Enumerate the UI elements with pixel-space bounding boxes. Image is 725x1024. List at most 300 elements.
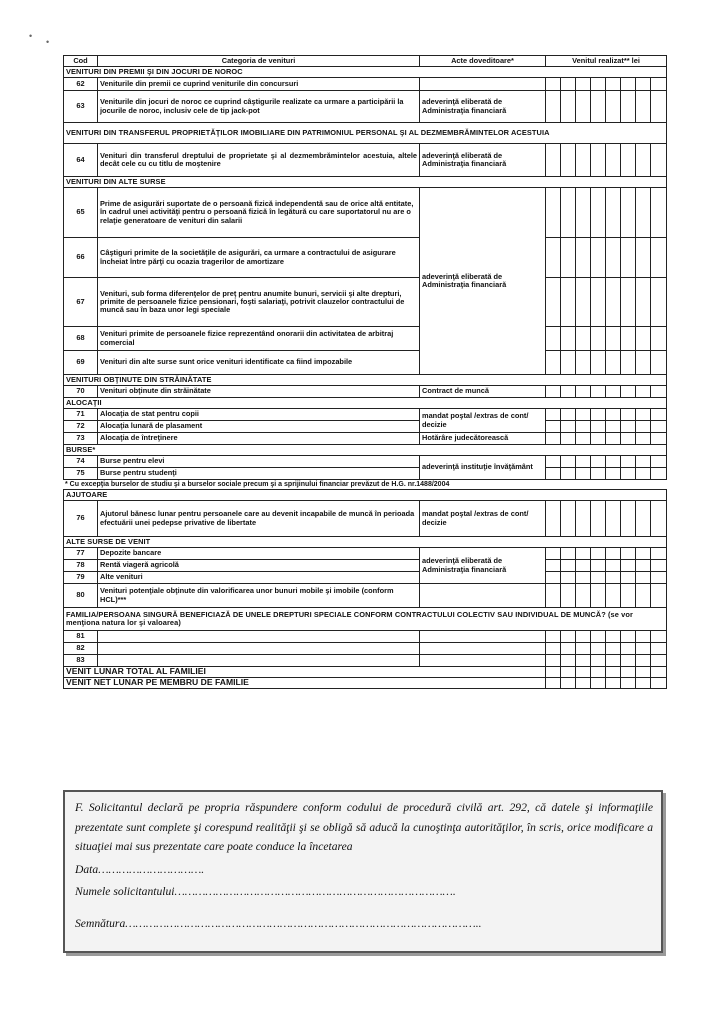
value-box[interactable]: [606, 584, 621, 608]
row-code: 81: [64, 631, 98, 643]
value-box[interactable]: [621, 548, 636, 560]
value-box[interactable]: [576, 91, 591, 123]
row-text-input[interactable]: [98, 631, 420, 643]
row-code: 78: [64, 560, 98, 572]
value-box[interactable]: [561, 643, 576, 655]
row-text: Venituri, sub forma diferenţelor de preţ pentru anumite bunuri, servicii şi alte drepturi, primite de persoanele fizice pensionari, foşti salariaţi, potrivit clauzelor contractului de muncă sau în baza unor legi speciale: [98, 278, 420, 327]
value-box[interactable]: [561, 433, 576, 445]
table-row: [64, 278, 667, 327]
value-box[interactable]: [606, 631, 621, 643]
section-premii: VENITURI DIN PREMII ŞI DIN JOCURI DE NOROC: [64, 67, 667, 78]
value-box[interactable]: [576, 78, 591, 91]
value-box[interactable]: [621, 433, 636, 445]
value-box[interactable]: [591, 643, 606, 655]
value-box[interactable]: [651, 409, 667, 421]
value-box[interactable]: [651, 327, 667, 351]
value-box[interactable]: [636, 667, 651, 678]
value-box[interactable]: [561, 278, 576, 327]
date-field[interactable]: Data………………………….: [75, 862, 205, 876]
value-box[interactable]: [546, 144, 561, 177]
value-box[interactable]: [546, 327, 561, 351]
value-box[interactable]: [606, 468, 621, 480]
value-box[interactable]: [651, 278, 667, 327]
value-box[interactable]: [651, 655, 667, 667]
row-code: 64: [64, 144, 98, 177]
row-code: 74: [64, 456, 98, 468]
value-box[interactable]: [546, 188, 561, 238]
value-box[interactable]: [606, 351, 621, 375]
value-box[interactable]: [591, 386, 606, 398]
value-box[interactable]: [546, 560, 561, 572]
row-code: 65: [64, 188, 98, 238]
value-box[interactable]: [576, 409, 591, 421]
value-box[interactable]: [591, 572, 606, 584]
value-box[interactable]: [576, 386, 591, 398]
value-box[interactable]: [621, 351, 636, 375]
value-box[interactable]: [651, 468, 667, 480]
value-box[interactable]: [546, 456, 561, 468]
header-acte: Acte doveditoare*: [420, 56, 546, 67]
value-box[interactable]: [606, 667, 621, 678]
table-row: [64, 421, 667, 433]
value-box[interactable]: [651, 572, 667, 584]
value-box[interactable]: [561, 572, 576, 584]
section-burse: BURSE*: [64, 445, 667, 456]
value-box[interactable]: [546, 351, 561, 375]
row-text: Alocaţia lunară de plasament: [98, 421, 420, 433]
value-box[interactable]: [621, 386, 636, 398]
value-box[interactable]: [606, 456, 621, 468]
table-row: [64, 584, 667, 608]
value-box[interactable]: [576, 643, 591, 655]
table-row: [64, 572, 667, 584]
value-box[interactable]: [561, 678, 576, 689]
value-box[interactable]: [621, 560, 636, 572]
value-box[interactable]: [576, 468, 591, 480]
value-box[interactable]: [561, 409, 576, 421]
section-transfer: VENITURI DIN TRANSFERUL PROPRIETĂŢILOR IMOBILIARE DIN PATRIMONIUL PERSONAL ŞI AL DEZMEMBRĂMINTELOR ACESTUIA: [64, 123, 667, 144]
value-box[interactable]: [606, 433, 621, 445]
value-box[interactable]: [576, 560, 591, 572]
income-form: [63, 55, 661, 689]
value-box[interactable]: [636, 456, 651, 468]
value-box[interactable]: [561, 468, 576, 480]
value-box[interactable]: [546, 278, 561, 327]
row-text: Venituri potenţiale obţinute din valorificarea unor bunuri mobile şi imobile (conform HCL)***: [98, 584, 420, 608]
value-box[interactable]: [546, 655, 561, 667]
row-code: 72: [64, 421, 98, 433]
value-box[interactable]: [561, 327, 576, 351]
value-box[interactable]: [621, 631, 636, 643]
value-box[interactable]: [591, 238, 606, 278]
value-box[interactable]: [591, 631, 606, 643]
header-categoria: Categoria de venituri: [98, 56, 420, 67]
value-box[interactable]: [591, 584, 606, 608]
value-box[interactable]: [561, 501, 576, 537]
table-row: [64, 433, 667, 445]
value-box[interactable]: [636, 144, 651, 177]
value-box[interactable]: [606, 144, 621, 177]
value-box[interactable]: [576, 421, 591, 433]
value-box[interactable]: [561, 421, 576, 433]
value-box[interactable]: [546, 572, 561, 584]
proof-cell[interactable]: [420, 631, 546, 643]
value-box[interactable]: [636, 631, 651, 643]
row-text: Rentă viageră agricolă: [98, 560, 420, 572]
value-box[interactable]: [606, 188, 621, 238]
value-box[interactable]: [561, 560, 576, 572]
signature-field[interactable]: Semnătura…………………………………………………………………………………………..: [75, 916, 482, 930]
value-box[interactable]: [621, 409, 636, 421]
value-box[interactable]: [591, 144, 606, 177]
value-box[interactable]: [546, 667, 561, 678]
table-row: [64, 386, 667, 398]
row-text: Câştiguri primite de la societăţile de asigurări, ca urmare a contractului de asigurare încheiat între părţi cu ocazia tragerilor de amortizare: [98, 238, 420, 278]
value-box[interactable]: [591, 655, 606, 667]
table-row: [64, 548, 667, 560]
table-row: [64, 91, 667, 123]
value-box[interactable]: [606, 643, 621, 655]
value-box[interactable]: [621, 91, 636, 123]
value-box[interactable]: [651, 238, 667, 278]
value-box[interactable]: [636, 91, 651, 123]
row-code: 62: [64, 78, 98, 91]
value-box[interactable]: [621, 572, 636, 584]
section-ajutoare: AJUTOARE: [64, 490, 667, 501]
value-box[interactable]: [606, 386, 621, 398]
value-box[interactable]: [606, 91, 621, 123]
row-text: Venituri obţinute din străinătate: [98, 386, 420, 398]
value-box[interactable]: [576, 188, 591, 238]
value-box[interactable]: [546, 409, 561, 421]
total-familie-label: VENIT LUNAR TOTAL AL FAMILIEI: [64, 667, 546, 678]
value-box[interactable]: [606, 409, 621, 421]
value-box[interactable]: [636, 468, 651, 480]
row-text: Alte venituri: [98, 572, 420, 584]
section-alte-surse-venit: ALTE SURSE DE VENIT: [64, 537, 667, 548]
value-box[interactable]: [636, 278, 651, 327]
value-box[interactable]: [621, 584, 636, 608]
value-box[interactable]: [606, 501, 621, 537]
value-box[interactable]: [606, 655, 621, 667]
income-table-top: [63, 55, 667, 480]
value-box[interactable]: [561, 238, 576, 278]
value-box[interactable]: [621, 238, 636, 278]
value-box[interactable]: [576, 433, 591, 445]
value-box[interactable]: [591, 351, 606, 375]
value-box[interactable]: [561, 548, 576, 560]
row-text: Venituri din transferul dreptului de proprietate şi al dezmembrămintelor acestuia, altele decât cele cu cu titlu de moştenire: [98, 144, 420, 177]
value-box[interactable]: [576, 351, 591, 375]
table-row: [64, 501, 667, 537]
table-row: [64, 631, 667, 643]
value-box[interactable]: [576, 678, 591, 689]
section-alte-surse: VENITURI DIN ALTE SURSE: [64, 177, 667, 188]
value-box[interactable]: [651, 456, 667, 468]
value-box[interactable]: [561, 78, 576, 91]
value-box[interactable]: [636, 409, 651, 421]
value-box[interactable]: [591, 327, 606, 351]
value-box[interactable]: [546, 386, 561, 398]
value-box[interactable]: [651, 643, 667, 655]
proof-adeverinta: adeverinţă eliberată de Administraţia financiară: [420, 188, 546, 375]
value-box[interactable]: [591, 91, 606, 123]
value-box[interactable]: [651, 78, 667, 91]
value-box[interactable]: [636, 327, 651, 351]
value-box[interactable]: [546, 433, 561, 445]
value-box[interactable]: [576, 456, 591, 468]
table-row: [64, 456, 667, 468]
value-box[interactable]: [636, 351, 651, 375]
row-text: Prime de asigurări suportate de o persoană fizică independentă sau de orice altă entitate, în cadrul unei activităţi pentru o persoană fizică în legătură cu care suportatorul nu are o relaţie generatoare de venituri din salarii: [98, 188, 420, 238]
value-box[interactable]: [546, 643, 561, 655]
section-strainatate: VENITURI OBŢINUTE DIN STRĂINĂTATE: [64, 375, 667, 386]
value-box[interactable]: [651, 667, 667, 678]
value-box[interactable]: [606, 278, 621, 327]
value-box[interactable]: [576, 655, 591, 667]
value-box[interactable]: [576, 327, 591, 351]
table-row: [64, 655, 667, 667]
value-box[interactable]: [591, 667, 606, 678]
row-text: Veniturile din jocuri de noroc ce cuprind câştigurile realizate ca urmare a participării la jocurile de noroc, inclusiv cele de tip jack-pot: [98, 91, 420, 123]
value-box[interactable]: [621, 678, 636, 689]
value-box[interactable]: [561, 188, 576, 238]
value-box[interactable]: [636, 501, 651, 537]
section-alocatii: ALOCAŢII: [64, 398, 667, 409]
value-box[interactable]: [561, 631, 576, 643]
net-membru-label: VENIT NET LUNAR PE MEMBRU DE FAMILIE: [64, 678, 546, 689]
value-box[interactable]: [591, 409, 606, 421]
row-text: Venituri din alte surse sunt orice venituri identificate ca fiind impozabile: [98, 351, 420, 375]
row-text: Ajutorul bănesc lunar pentru persoanele care au devenit incapabile de muncă în perioada efectuării unei pedepse privative de libertate: [98, 501, 420, 537]
value-box[interactable]: [636, 678, 651, 689]
value-box[interactable]: [561, 655, 576, 667]
value-box[interactable]: [636, 584, 651, 608]
value-box[interactable]: [576, 548, 591, 560]
table-row: [64, 144, 667, 177]
row-code: 73: [64, 433, 98, 445]
value-box[interactable]: [591, 678, 606, 689]
table-row: [64, 409, 667, 421]
value-box[interactable]: [591, 456, 606, 468]
value-box[interactable]: [651, 188, 667, 238]
value-box[interactable]: [561, 144, 576, 177]
proof-cell[interactable]: [420, 655, 546, 667]
value-box[interactable]: [651, 433, 667, 445]
value-box[interactable]: [576, 278, 591, 327]
value-box[interactable]: [591, 501, 606, 537]
value-box[interactable]: [621, 188, 636, 238]
table-row: [64, 188, 667, 238]
value-box[interactable]: [606, 678, 621, 689]
value-box[interactable]: [651, 631, 667, 643]
value-box[interactable]: [591, 560, 606, 572]
burse-footnote: * Cu excepţia burselor de studiu şi a burselor sociale precum şi a sprijinului financiar prevăzut de H.G. nr.1488/2004: [65, 481, 450, 488]
value-box[interactable]: [546, 631, 561, 643]
value-box[interactable]: [606, 78, 621, 91]
row-code: 75: [64, 468, 98, 480]
value-box[interactable]: [651, 351, 667, 375]
value-box[interactable]: [576, 144, 591, 177]
income-table-bottom: [63, 489, 667, 689]
value-box[interactable]: [561, 584, 576, 608]
value-box[interactable]: [606, 548, 621, 560]
row-code: 80: [64, 584, 98, 608]
row-text: Alocaţia de stat pentru copii: [98, 409, 420, 421]
value-box[interactable]: [561, 667, 576, 678]
value-box[interactable]: [636, 78, 651, 91]
value-box[interactable]: [621, 655, 636, 667]
value-box[interactable]: [636, 560, 651, 572]
value-box[interactable]: [621, 78, 636, 91]
value-box[interactable]: [606, 560, 621, 572]
value-box[interactable]: [591, 188, 606, 238]
table-row: [64, 238, 667, 278]
value-box[interactable]: [591, 468, 606, 480]
proof-adeverinta: adeverinţă eliberată de Administraţia financiară: [420, 144, 546, 177]
total-row: [64, 678, 667, 689]
value-box[interactable]: [546, 91, 561, 123]
proof-adeverinta: adeverinţă eliberată de Administraţia financiară: [420, 91, 546, 123]
proof-mandat: mandat poştal /extras de cont/ decizie: [420, 501, 546, 537]
row-text: Venituri primite de persoanele fizice reprezentând onorarii din activitatea de arbitraj comercial: [98, 327, 420, 351]
value-box[interactable]: [651, 144, 667, 177]
proof-cell: [420, 584, 546, 608]
value-box[interactable]: [651, 421, 667, 433]
row-code: 68: [64, 327, 98, 351]
declaration-text: F. Solicitantul declară pe propria răspundere conform codului de procedură civilă art. 292, că datele şi informaţiile prezentate sunt complete şi corespund realităţii şi se obligă să aducă la cunoştinţa autorităţilor, în scris, orice modificare a situaţiei mai sus prezentate care poate conduce la încetarea: [75, 801, 653, 853]
value-box[interactable]: [651, 548, 667, 560]
row-text: Depozite bancare: [98, 548, 420, 560]
value-box[interactable]: [636, 643, 651, 655]
value-box[interactable]: [621, 421, 636, 433]
value-box[interactable]: [651, 501, 667, 537]
row-code: 69: [64, 351, 98, 375]
value-box[interactable]: [576, 238, 591, 278]
value-box[interactable]: [591, 421, 606, 433]
value-box[interactable]: [651, 560, 667, 572]
value-box[interactable]: [621, 468, 636, 480]
value-box[interactable]: [636, 421, 651, 433]
table-header: [64, 56, 667, 67]
row-text: Burse pentru elevi: [98, 456, 420, 468]
value-box[interactable]: [636, 238, 651, 278]
header-cod: Cod: [64, 56, 98, 67]
table-row: [64, 643, 667, 655]
row-code: 83: [64, 655, 98, 667]
value-box[interactable]: [591, 278, 606, 327]
value-box[interactable]: [561, 91, 576, 123]
value-box[interactable]: [636, 572, 651, 584]
applicant-name-field[interactable]: Numele solicitantului……………………………………………………………………….: [75, 885, 456, 898]
value-box[interactable]: [636, 548, 651, 560]
value-box[interactable]: [546, 678, 561, 689]
value-box[interactable]: [606, 238, 621, 278]
table-row: [64, 468, 667, 480]
value-box[interactable]: [546, 501, 561, 537]
value-box[interactable]: [546, 421, 561, 433]
page-mark: •: [46, 37, 50, 47]
value-box[interactable]: [621, 327, 636, 351]
row-code: 76: [64, 501, 98, 537]
row-text-input[interactable]: [98, 655, 420, 667]
value-box[interactable]: [576, 501, 591, 537]
value-box[interactable]: [546, 548, 561, 560]
section-familia: FAMILIA/PERSOANA SINGURĂ BENEFICIAZĂ DE UNELE DREPTURI SPECIALE CONFORM CONTRACTULUI COLECTIV SAU INDIVIDUAL DE MUNCĂ? (se vor menţiona natura lor şi valoarea): [64, 608, 667, 631]
value-box[interactable]: [546, 584, 561, 608]
value-box[interactable]: [651, 584, 667, 608]
row-code: 70: [64, 386, 98, 398]
declaration-box: [63, 790, 663, 953]
row-code: 63: [64, 91, 98, 123]
value-box[interactable]: [621, 456, 636, 468]
row-code: 71: [64, 409, 98, 421]
table-row: [64, 78, 667, 91]
value-box[interactable]: [606, 421, 621, 433]
row-code: 82: [64, 643, 98, 655]
value-box[interactable]: [651, 678, 667, 689]
proof-mandat: mandat poştal /extras de cont/ decizie: [420, 409, 546, 433]
value-box[interactable]: [621, 144, 636, 177]
value-box[interactable]: [636, 655, 651, 667]
proof-institutie: adeverinţă instituţie învăţământ: [420, 456, 546, 480]
row-text-input[interactable]: [98, 643, 420, 655]
row-text: Alocaţia de întreţinere: [98, 433, 420, 445]
value-box[interactable]: [621, 501, 636, 537]
row-text: Veniturile din premii ce cuprind veniturile din concursuri: [98, 78, 420, 91]
value-box[interactable]: [606, 572, 621, 584]
value-box[interactable]: [546, 238, 561, 278]
value-box[interactable]: [651, 91, 667, 123]
proof-hotarare: Hotărâre judecătorească: [420, 433, 546, 445]
value-box[interactable]: [576, 631, 591, 643]
value-box[interactable]: [636, 188, 651, 238]
value-box[interactable]: [636, 386, 651, 398]
value-box[interactable]: [591, 548, 606, 560]
proof-adeverinta: adeverinţă eliberată de Administraţia financiară: [420, 548, 546, 584]
value-box[interactable]: [651, 386, 667, 398]
value-box[interactable]: [636, 433, 651, 445]
proof-cell[interactable]: [420, 643, 546, 655]
value-box[interactable]: [606, 327, 621, 351]
row-code: 66: [64, 238, 98, 278]
table-row: [64, 560, 667, 572]
value-box[interactable]: [591, 78, 606, 91]
proof-cell: [420, 78, 546, 91]
value-box[interactable]: [576, 572, 591, 584]
value-box[interactable]: [576, 667, 591, 678]
table-row: [64, 327, 667, 351]
value-box[interactable]: [561, 386, 576, 398]
value-box[interactable]: [546, 78, 561, 91]
table-row: [64, 351, 667, 375]
header-venit: Venitul realizat** lei: [546, 56, 667, 67]
row-code: 77: [64, 548, 98, 560]
row-text: Burse pentru studenţi: [98, 468, 420, 480]
value-box[interactable]: [621, 667, 636, 678]
value-box[interactable]: [561, 456, 576, 468]
value-box[interactable]: [561, 351, 576, 375]
value-box[interactable]: [546, 468, 561, 480]
page-mark: •: [29, 31, 33, 41]
total-row: [64, 667, 667, 678]
value-box[interactable]: [576, 584, 591, 608]
value-box[interactable]: [591, 433, 606, 445]
value-box[interactable]: [621, 643, 636, 655]
proof-contract: Contract de muncă: [420, 386, 546, 398]
value-box[interactable]: [621, 278, 636, 327]
row-code: 67: [64, 278, 98, 327]
